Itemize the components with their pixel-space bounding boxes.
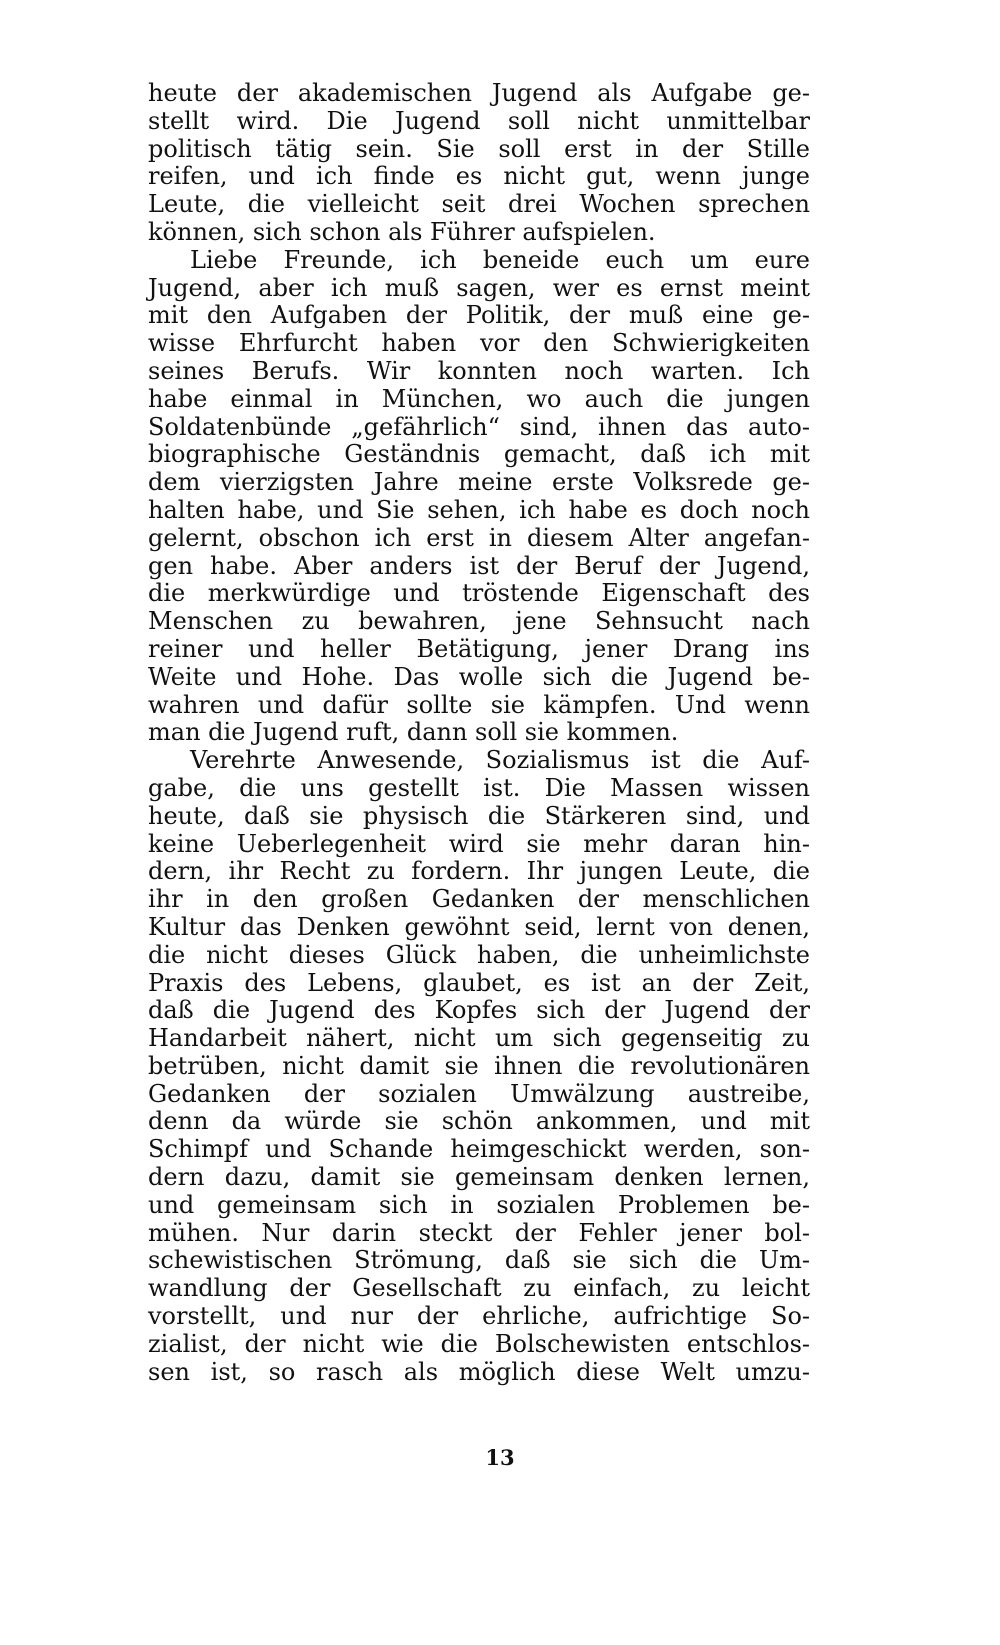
text-line: dern, ihr Recht zu fordern. Ihr jungen Leute, die — [148, 857, 810, 886]
text-line: Liebe Freunde, ich beneide euch um eure — [190, 245, 810, 274]
text-line: dem vierzigsten Jahre meine erste Volksrede ge- — [148, 468, 810, 497]
text-line: Verehrte Anwesende, Sozialismus ist die Auf- — [190, 746, 810, 775]
text-line: gelernt, obschon ich erst in diesem Alter angefan- — [148, 523, 810, 552]
text-line: Soldatenbünde „gefährlich“ sind, ihnen das auto- — [148, 412, 810, 441]
text-line: die nicht dieses Glück haben, die unheimlichste — [148, 940, 810, 969]
text-line: reifen, und ich finde es nicht gut, wenn junge — [148, 162, 810, 191]
text-line: ihr in den großen Gedanken der menschlichen — [148, 885, 810, 914]
text-line: keine Ueberlegenheit wird sie mehr daran hin- — [148, 829, 810, 858]
text-line: habe einmal in München, wo auch die jungen — [148, 384, 810, 413]
text-line: reiner und heller Betätigung, jener Drang ins — [148, 634, 810, 663]
text-line: können, sich schon als Führer aufspielen. — [148, 217, 656, 246]
body-text — [148, 80, 810, 1386]
text-line: Handarbeit nähert, nicht um sich gegenseitig zu — [148, 1024, 810, 1053]
text-line: wandlung der Gesellschaft zu einfach, zu leicht — [148, 1274, 810, 1303]
text-line: dern dazu, damit sie gemeinsam denken lernen, — [148, 1163, 810, 1192]
text-line: Gedanken der sozialen Umwälzung austreibe, — [148, 1079, 810, 1108]
text-line: heute der akademischen Jugend als Aufgabe ge- — [148, 79, 810, 107]
text-line: Weite und Hohe. Das wolle sich die Jugend be- — [148, 662, 810, 691]
text-line: Jugend, aber ich muß sagen, wer es ernst meint — [148, 273, 810, 302]
text-line: mühen. Nur darin steckt der Fehler jener bol- — [148, 1218, 810, 1247]
text-line: betrüben, nicht damit sie ihnen die revolutionären — [148, 1051, 810, 1080]
text-line: Menschen zu bewahren, jene Sehnsucht nach — [148, 607, 810, 636]
text-line: seines Berufs. Wir konnten noch warten. Ich — [148, 356, 810, 385]
text-line: und gemeinsam sich in sozialen Problemen be- — [148, 1190, 810, 1219]
text-line: man die Jugend ruft, dann soll sie kommen. — [148, 718, 679, 747]
text-line: daß die Jugend des Kopfes sich der Jugend der — [148, 996, 810, 1025]
text-line: zialist, der nicht wie die Bolschewisten entschlos- — [148, 1329, 810, 1358]
text-line: politisch tätig sein. Sie soll erst in der Stille — [148, 134, 810, 163]
text-line: gen habe. Aber anders ist der Beruf der Jugend, — [148, 551, 810, 580]
text-line: denn da würde sie schön ankommen, und mit — [148, 1107, 810, 1136]
text-line: sen ist, so rasch als möglich diese Welt umzu- — [148, 1357, 810, 1386]
page-number: 13 — [485, 1445, 515, 1470]
text-line: Kultur das Denken gewöhnt seid, lernt von denen, — [148, 912, 810, 941]
text-line: biographische Geständnis gemacht, daß ich mit — [148, 440, 810, 469]
text-line: wahren und dafür sollte sie kämpfen. Und wenn — [148, 690, 810, 719]
text-line: gabe, die uns gestellt ist. Die Massen wissen — [148, 773, 810, 802]
text-line: Schimpf und Schande heimgeschickt werden, son- — [148, 1135, 810, 1164]
text-line: Praxis des Lebens, glaubet, es ist an der Zeit, — [148, 968, 810, 997]
text-line: heute, daß sie physisch die Stärkeren sind, und — [148, 801, 810, 830]
text-line: wisse Ehrfurcht haben vor den Schwierigkeiten — [148, 329, 810, 358]
text-line: Leute, die vielleicht seit drei Wochen sprechen — [148, 190, 810, 219]
text-line: stellt wird. Die Jugend soll nicht unmittelbar — [148, 106, 810, 135]
text-line: schewistischen Strömung, daß sie sich die Um- — [148, 1246, 810, 1275]
text-line: die merkwürdige und tröstende Eigenschaft des — [148, 579, 810, 608]
text-line: mit den Aufgaben der Politik, der muß eine ge- — [148, 301, 810, 330]
text-line: halten habe, und Sie sehen, ich habe es doch noch — [148, 495, 810, 524]
text-line: vorstellt, und nur der ehrliche, aufrichtige So- — [148, 1302, 810, 1331]
